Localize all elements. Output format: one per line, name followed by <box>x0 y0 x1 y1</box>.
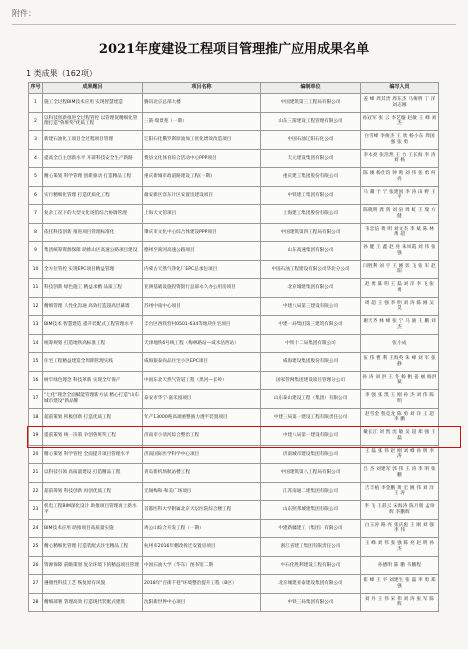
cell-authors: 孙 涛 刘 洪 王 冬 杨 帆 姜 丽 杨洪斌 <box>361 371 439 390</box>
cell-unit: 中建八局第三建设有限公司 <box>261 297 361 316</box>
cell-no: 28 <box>29 593 43 612</box>
cell-title: BIM技术应用 助推项目高质量实施 <box>43 519 143 538</box>
cell-unit: 重庆建工集团股份有限公司 <box>261 168 361 187</box>
cell-no: 14 <box>29 334 43 353</box>
cell-unit: 山东三箭建设工程管理有限公司 <box>261 112 361 131</box>
cell-project: 无锡梅和·和美广场项目 <box>143 482 261 501</box>
cell-project: 鸡公山综合开发工程（一期） <box>143 519 261 538</box>
cell-no: 9 <box>29 242 43 261</box>
cell-project: 三箭·瑞景苑（一期） <box>143 112 261 131</box>
cell-project: 腾讯北京总部大楼 <box>143 94 261 113</box>
cell-no: 12 <box>29 297 43 316</box>
cell-authors: 李永亮 张浩然 王 力 王长海 李 涛 刘 杨 <box>361 149 439 168</box>
table-row <box>29 297 439 316</box>
cell-unit: 山东照邦城建集团有限公司 <box>261 501 361 520</box>
cell-authors: 白玉涛 路 亮 张庆彪 王 刚 刘 强 李 伟 <box>361 519 439 538</box>
table-row <box>29 390 439 409</box>
cell-authors: 崔 峰 王 平 刘建生 张 磊 李 勇 郑 强 <box>361 575 439 594</box>
cell-authors: 周 超 王 强 李 明 刘 涛 陈 刚 吴 昊 <box>361 297 439 316</box>
cell-project: 苏州中南中心项目 <box>143 297 261 316</box>
cell-authors: 吉丰植 李金鹏 黄 宏 姚 伟 刘 洋 王 涛 <box>361 482 439 501</box>
cell-no: 6 <box>29 186 43 205</box>
cell-project: 中国东北天然气管道工程（黑河—长岭） <box>143 371 261 390</box>
table-row <box>29 112 439 131</box>
cell-unit: 中国石油工程建设有限公司华北分公司 <box>261 260 361 279</box>
cell-no: 13 <box>29 316 43 335</box>
cell-project: 青岛新机场航站楼工程 <box>143 464 261 483</box>
col-header-title: 成果题目 <box>43 83 143 94</box>
cell-project: 年产13000吨高端重整液力透平装置项目 <box>143 408 261 427</box>
cell-unit: 中铁十二局集团有限公司 <box>261 334 361 353</box>
cell-authors: 李 飞 王彩云 宋海涛 陈月朋 孟珍辉 李鹏辉 <box>361 501 439 520</box>
cell-no: 15 <box>29 353 43 372</box>
cell-title: 以科技引领 高质量建设 打造精品工程 <box>43 464 143 483</box>
table-header-row <box>29 83 439 94</box>
table-row <box>29 334 439 353</box>
cell-title: 施工全过程BIM技术应用 实现智慧建造 <box>43 94 143 113</box>
cell-title: 依托科技创新 推进项目管理标准化 <box>43 223 143 242</box>
cell-unit: 北京城建亚泰建设集团有限公司 <box>261 575 361 594</box>
table-row <box>29 556 439 575</box>
cell-unit: 中建八局第一建设有限公司 <box>261 427 361 446</box>
cell-project: 济南市小清河综合整治工程 <box>143 427 261 446</box>
table-row <box>29 205 439 224</box>
cell-unit: 中国石油辽阳石化公司 <box>261 131 361 150</box>
cell-unit: 中国建筑第三工程局有限公司 <box>261 94 361 113</box>
cell-authors: 韦忠信 黄 明 刘文杰 李 斌 陈 林 黄 超 <box>361 223 439 242</box>
cell-unit: 山东高速集团有限公司 <box>261 242 361 261</box>
cell-unit: 中国建筑第四工程局有限公司 <box>261 223 361 242</box>
cell-no: 23 <box>29 501 43 520</box>
cell-no: 4 <box>29 149 43 168</box>
cell-unit: 中铁建工集团有限公司 <box>261 186 361 205</box>
cell-title: 统筹规划 打造地铁高标准工程 <box>43 334 143 353</box>
cell-project: 肇庆市文化中心综合体建设PPP项目 <box>143 223 261 242</box>
table-row <box>29 316 439 335</box>
cell-title: 全方位管控 实现EPC项目精益管理 <box>43 260 143 279</box>
cell-project: 沈阳新世界中心项目 <box>143 593 261 612</box>
table-row <box>29 242 439 261</box>
cell-authors: 伍 伟 曹 利 王海英 朱 峰 刘 军 张 静 <box>361 353 439 372</box>
cell-unit: 中石化胜利建设工程有限公司 <box>261 556 361 575</box>
cell-unit: 山东泰山建设工程（集团）有限公司 <box>261 390 361 409</box>
cell-project: 天津地铁6号线工程（梅林路站—咸水沽西站） <box>143 334 261 353</box>
cell-no: 21 <box>29 464 43 483</box>
cell-no: 17 <box>29 390 43 409</box>
cell-title: BIM技术 智慧建造 提升装配式工程管理水平 <box>43 316 143 335</box>
table-row <box>29 168 439 187</box>
cell-project: 辽阳石化俄罗斯原油加工优化增效改造项目 <box>143 131 261 150</box>
cell-unit: 国家管网集团建设项目管理分公司 <box>261 371 361 390</box>
cell-authors: 马 骥 于 宁 张建国 李 涛 田 野 王 平 <box>361 186 439 205</box>
cell-title: 以科技创新推进全过程管控 以管理促精细化管理打造"鲁班奖"优质工程 <box>43 112 143 131</box>
table-row <box>29 223 439 242</box>
cell-authors: 李 强 张 凯 王 刚 孙 杰 刘 伟 陈 明 <box>361 390 439 409</box>
cell-title: 实行精细化管理 打造优质化工程 <box>43 186 143 205</box>
cell-authors: 赵雪金 程竞龙 陈 勇 刘 洋 王 超 李 鹏 <box>361 408 439 427</box>
col-header-project: 项目名称 <box>143 83 261 94</box>
cell-authors: 王 磊 张 伟 赵 刚 刘 峰 孙 明 李 涛 <box>361 445 439 464</box>
cell-no: 10 <box>29 260 43 279</box>
cell-no: 27 <box>29 575 43 594</box>
cell-project: 泰安市华宁·嘉禾园项目 <box>143 390 261 409</box>
cell-project: 亚洲基础设施投资银行总部永久办公用房项目 <box>143 279 261 298</box>
cell-project: 重庆新城市政道路建设工程(一期) <box>143 168 261 187</box>
cell-title: 住宅工程精益建造全周期管理实践 <box>43 353 143 372</box>
cell-title: 树牢绿色理念 科技革新 实现全年保产 <box>43 371 143 390</box>
cell-project: 上海天文馆项目 <box>143 205 261 224</box>
cell-project: 德州至商河高速公路项目 <box>143 242 261 261</box>
cell-no: 26 <box>29 556 43 575</box>
cell-title: 精心精细化管理 打造装配式住宅精品工程 <box>43 538 143 557</box>
cell-no: 25 <box>29 538 43 557</box>
cell-project: 雄安新区容东片区安置房建设项目 <box>143 186 261 205</box>
cell-title: 机电工程BIM深化设计 助推项目管理再上新水平 <box>43 501 143 520</box>
cell-no: 1 <box>29 94 43 113</box>
col-header-authors: 编写人员 <box>361 83 439 94</box>
cell-title: 精细部署 管理高效 打造现代装配式建筑 <box>43 593 143 612</box>
cell-no: 18 <box>29 408 43 427</box>
cell-title: 复杂工况下的大型文化场馆综合协调管理 <box>43 205 143 224</box>
divider <box>12 24 456 25</box>
cell-no: 11 <box>29 279 43 298</box>
cell-project: 内蒙古天然气净化厂EPC总承包项目 <box>143 260 261 279</box>
cell-title: 超前筹划 科技创新 再创优质工程 <box>43 482 143 501</box>
cell-title: 科技创新 绿色施工 精益求精 品质工程 <box>43 279 143 298</box>
cell-authors: 刘 丹 王 伟 宋 伟 刘 涛 张 军 陈 辉 <box>361 593 439 612</box>
cell-project: 济南国际医学科学中心项目 <box>143 445 261 464</box>
cell-unit: 江苏南通二建集团有限公司 <box>261 482 361 501</box>
cell-title: 精心策划 科学管理 创新驱动 打造精品工程 <box>43 168 143 187</box>
cell-project: 威海银泰尚品住宅小区EPC项目 <box>143 353 261 372</box>
table-row <box>29 371 439 390</box>
category-heading: 1 类成果（162项） <box>26 69 97 78</box>
table-row <box>29 94 439 113</box>
cell-unit: 北京城建集团有限公司 <box>261 279 361 298</box>
table-row <box>29 279 439 298</box>
cell-authors: 陈 刚 杨仕均 钟 鸣 刘 伟 张 勇 何 亮 <box>361 168 439 187</box>
table-row <box>29 149 439 168</box>
cell-unit: 中建三局第一建设工程有限责任公司 <box>261 408 361 427</box>
cell-unit: 威海建设集团股份有限公司 <box>261 353 361 372</box>
cell-title: 遵循性科技工艺 恢复原有风貌 <box>43 575 143 594</box>
cell-authors: 戴长江 刘 凯 沈 敏 吴 超 郑 强 王 磊 <box>361 427 439 446</box>
page-title: 2021年度建设工程项目管理推广应用成果名单 <box>98 42 370 57</box>
table-row <box>29 593 439 612</box>
cell-project: 中国石油大学（华东）图书馆二期 <box>143 556 261 575</box>
cell-no: 8 <box>29 223 43 242</box>
cell-authors: 孙 健 王 鑫 赵 亮 朱凤霞 刘 伟 张 强 <box>361 242 439 261</box>
table-row <box>29 353 439 372</box>
cell-unit: 浙江省建工集团有限责任公司 <box>261 538 361 557</box>
cell-unit: 中铁三局集团有限公司 <box>261 593 361 612</box>
cell-title: 新建石油化工项目全过程项目管理 <box>43 131 143 150</box>
table-body <box>29 94 439 612</box>
cell-authors: 白雪峰 李俊杰 王 欣 杨小东 周国强 张 勇 <box>361 131 439 150</box>
cell-authors: 吕 杰 刘建军 郭 伟 王 涛 李 明 张 鹏 <box>361 464 439 483</box>
table-row <box>29 575 439 594</box>
cell-authors: 孙冠军 张 云 李艺璇 赵敏 王 峰 刘 杰 <box>361 112 439 131</box>
attachment-label: 附件： <box>12 9 36 18</box>
cell-title: 精心策划 科学管控 全面提升项目管理水平 <box>43 445 143 464</box>
cell-authors: 闫胜利 刘 宇 王 刚 彭 飞 张 军 赵 阳 <box>361 260 439 279</box>
cell-authors: 张小成 <box>361 334 439 353</box>
cell-no: 20 <box>29 445 43 464</box>
cell-unit: 上海建工集团股份有限公司 <box>261 205 361 224</box>
results-table <box>28 82 439 612</box>
cell-project: 首都医科大学附属北京天坛医院综合楼工程 <box>143 501 261 520</box>
col-header-no: 序号 <box>29 83 43 94</box>
table-row <box>29 482 439 501</box>
cell-title: 提前策划 统一决策 争创鲁班奖工程 <box>43 427 143 446</box>
cell-title: 精细管理 人性化沟通 高效打造超高层幕墙 <box>43 297 143 316</box>
cell-authors: 谢天齐 林 峰 张 宁 马 骏 王 鹏 刘 杰 <box>361 316 439 335</box>
table-row <box>29 445 439 464</box>
cell-authors: 赵 勇 陈 明 王 磊 刘 洋 李 飞 张 勇 <box>361 279 439 298</box>
table-row <box>29 186 439 205</box>
cell-title: 资源保障 前瞻策划 复杂环境下的精益项目管理 <box>43 556 143 575</box>
cell-no: 5 <box>29 168 43 187</box>
cell-project: 丰台区西铁营村0501-634等地块住宅项目 <box>143 316 261 335</box>
cell-unit: 济南城市建设集团有限公司 <box>261 445 361 464</box>
cell-no: 19 <box>29 427 43 446</box>
cell-project: 杭州市2016年棚改拆迁安置房项目 <box>143 538 261 557</box>
cell-no: 3 <box>29 131 43 150</box>
cell-unit: 天元建设集团有限公司 <box>261 149 361 168</box>
cell-authors: 姜 峰 周其贵 周东杰 马俊明 丁 洋 刘志刚 <box>361 94 439 113</box>
table-row <box>29 464 439 483</box>
cell-project: 费县文化体育综合活动中心PPP项目 <box>143 149 261 168</box>
cell-no: 16 <box>29 371 43 390</box>
cell-title: 集团统筹资源保障 助推山区高速公路项目建设 <box>43 242 143 261</box>
table-row <box>29 519 439 538</box>
cell-no: 24 <box>29 519 43 538</box>
col-header-unit: 编制单位 <box>261 83 361 94</box>
cell-title: 超前策划 积极创新 打造优质工程 <box>43 408 143 427</box>
cell-unit: 中建新疆建工（集团）有限公司 <box>261 519 361 538</box>
cell-authors: 王 峰 刘 伟 张 强 陈 亮 赵 明 孙 杰 <box>361 538 439 557</box>
cell-no: 2 <box>29 112 43 131</box>
cell-title: 提高全自主创新水平 开辟科技安全生产新路 <box>43 149 143 168</box>
cell-no: 7 <box>29 205 43 224</box>
table-row <box>29 427 439 446</box>
cell-project: 2018年"百街千巷"环境整治提升工程（B区） <box>143 575 261 594</box>
cell-unit: 中国建筑第八工程局有限公司 <box>261 464 361 483</box>
table-row <box>29 501 439 520</box>
table-row <box>29 131 439 150</box>
cell-authors: 陈晓明 龚 剑 刘 泉 周 虹 王 瑞 方 健 <box>361 205 439 224</box>
cell-title: "七化"理念全面赋能管理新方法 精心打造"山东城市建设"新品牌 <box>43 390 143 409</box>
table-row <box>29 538 439 557</box>
cell-no: 22 <box>29 482 43 501</box>
table-row <box>29 260 439 279</box>
cell-unit: 中建一局集团第三建筑有限公司 <box>261 316 361 335</box>
table-row <box>29 408 439 427</box>
cell-authors: 孙德明 陈 鹏 韦鹏程 <box>361 556 439 575</box>
